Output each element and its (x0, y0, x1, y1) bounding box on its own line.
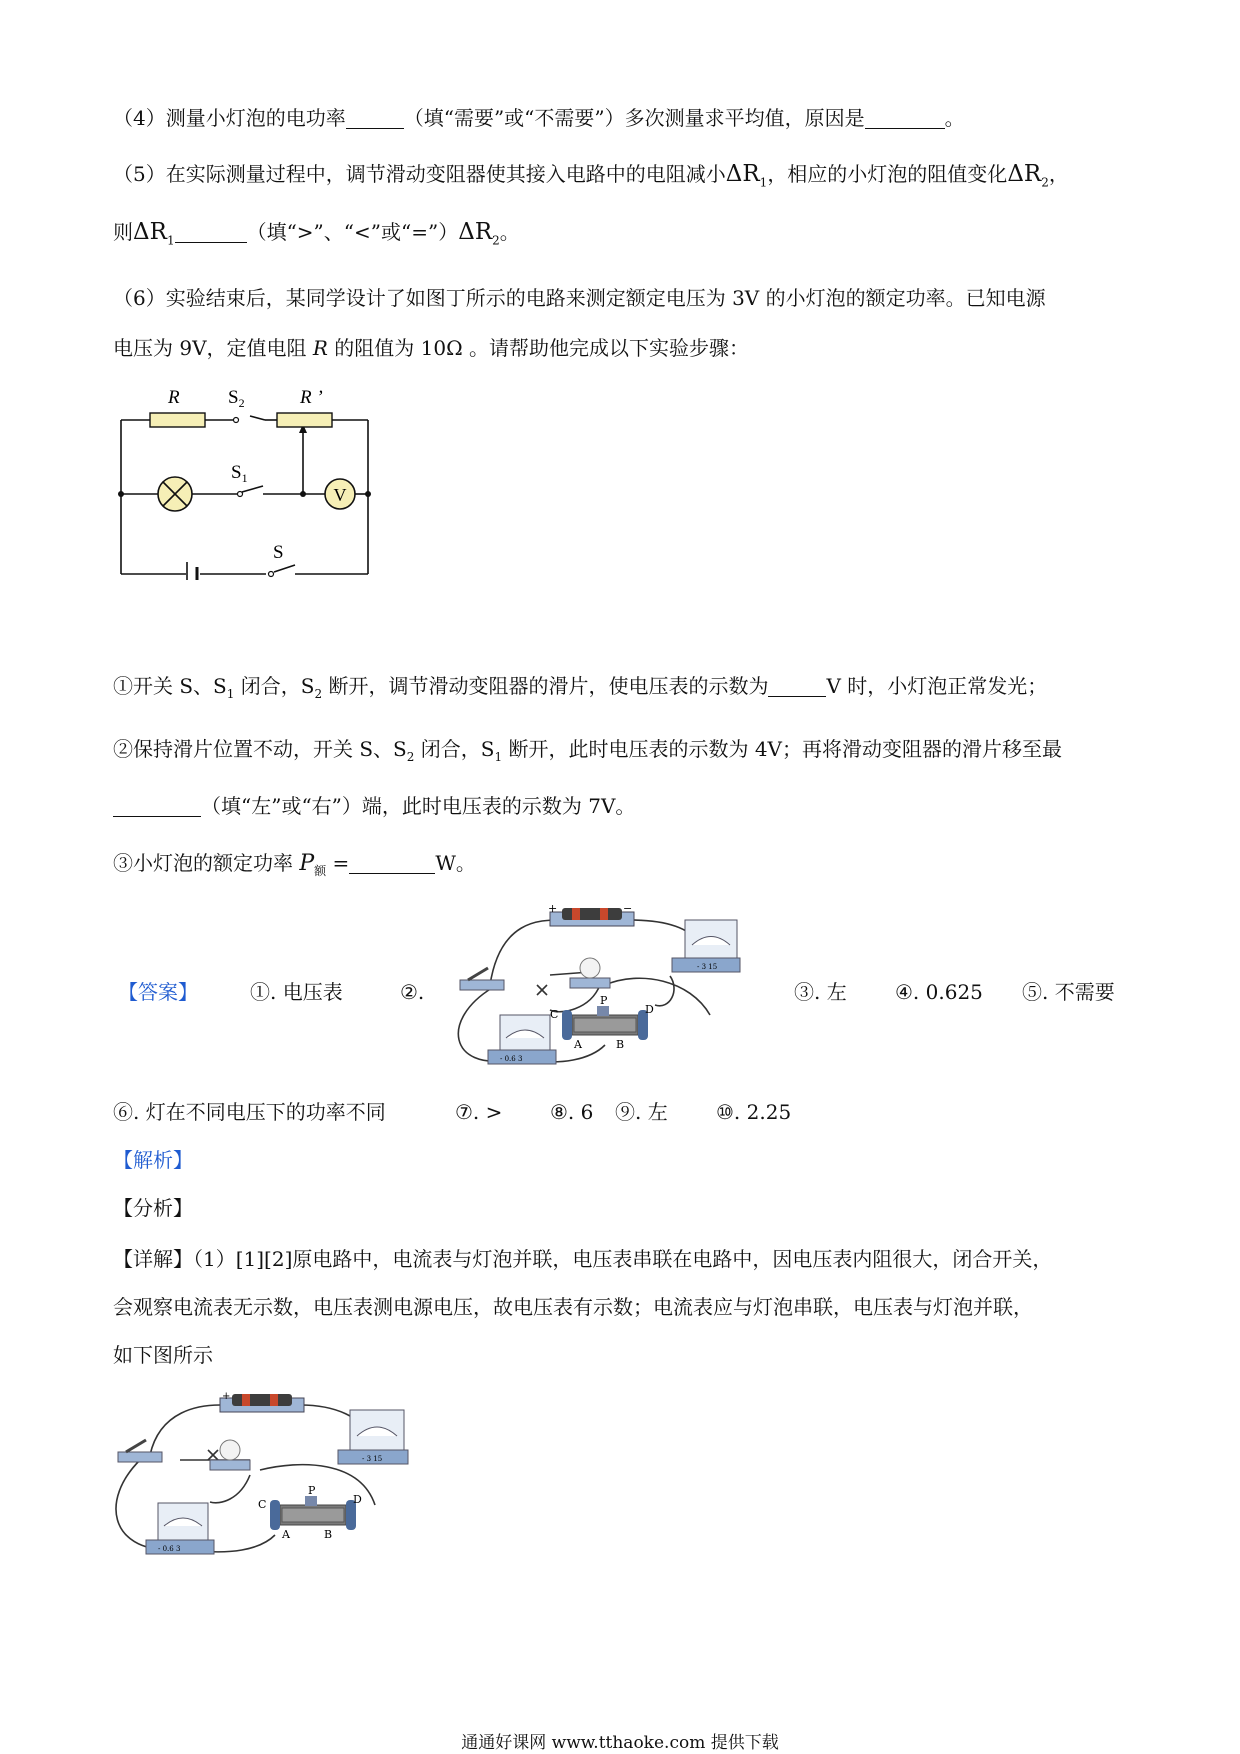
step2-blank[interactable] (113, 794, 201, 817)
step-2-line-2: （填“左”或“右”）端，此时电压表的示数为 7V。 (113, 792, 635, 820)
q4-blank-1[interactable] (346, 106, 404, 129)
delta-r1: $\Delta R_1$ (725, 161, 768, 190)
voltmeter-label: V (333, 485, 347, 505)
label-r: R (168, 387, 180, 408)
q4-end: 。 (944, 106, 965, 130)
q4-text: （4）测量小灯泡的电功率 (113, 106, 346, 130)
rheostat-p: P (600, 994, 608, 1007)
rheostat-d: D (645, 1003, 654, 1016)
rheostat-device-icon-2 (270, 1496, 356, 1530)
q5-text-a: （5）在实际测量过程中，调节滑动变阻器使其接入电路中的电阻减小 (113, 162, 726, 186)
resistor-r (150, 413, 205, 427)
fenxi-tag: 【分析】 (113, 1196, 193, 1220)
answer-tag: 【答案】 (118, 980, 198, 1004)
delta-r1-b: $\Delta R_1$ (133, 219, 175, 248)
label-s: S (273, 542, 284, 563)
answer-8: ⑧. 6 (550, 1100, 594, 1124)
step-2: ②保持滑片位置不动，开关 S、$S_2$ 闭合，$S_1$ 断开，此时电压表的示数为 4V；再将滑动变阻器的滑片移至最 (113, 737, 1062, 764)
analysis-tag: 【解析】 (113, 1148, 193, 1172)
q5-text-e: （填“>”、“<”或“=”） (246, 220, 459, 244)
answer-1: ①. 电压表 (250, 980, 343, 1004)
answer-2: ②. (400, 980, 425, 1004)
label-s2: $S_2$ (228, 387, 245, 410)
q5-text-f: 。 (499, 220, 520, 244)
rheostat-c-2: C (258, 1498, 267, 1511)
ammeter-ticks: - 0.6 3 (500, 1055, 523, 1063)
step-3: ③小灯泡的额定功率 $P_额 = W$。 (113, 851, 476, 878)
q5-line-2 (113, 218, 520, 255)
rheostat-a-2: A (282, 1528, 290, 1541)
answer-4: ④. 0.625 (895, 980, 983, 1004)
rheostat-r-prime (277, 413, 332, 427)
label-s1: $S_1$ (231, 462, 248, 485)
q4-blank-2[interactable] (865, 106, 945, 129)
q6-line-1: （6）实验结束后，某同学设计了如图丁所示的电路来测定额定电压为 3V 的小灯泡的额定功率。已知电源 (113, 286, 1046, 310)
answer-5: ⑤. 不需要 (1022, 980, 1115, 1004)
q5-text-c: ， (1048, 162, 1069, 186)
step3-blank[interactable] (349, 851, 435, 874)
apparatus-figure-detail (110, 1390, 420, 1560)
label-r-prime: R ’ (300, 387, 323, 408)
rheostat-d-2: D (353, 1493, 362, 1506)
battery-icon-2 (220, 1394, 304, 1412)
q5-blank[interactable] (175, 220, 247, 243)
switch-s-pivot (269, 572, 274, 577)
q5-text-b: ，相应的小灯泡的阻值变化 (767, 162, 1008, 186)
detail-line-1: 【详解】（1）[1][2]原电路中，电流表与灯泡并联，电压表串联在电路中，因电压表内阻很大，闭合开关， (113, 1247, 1053, 1271)
detail-line-2: 会观察电流表无示数，电压表测电源电压，故电压表有示数；电流表应与灯泡串联，电压表与灯泡并联， (113, 1295, 1033, 1319)
battery-minus: − (623, 902, 633, 915)
switch-device-icon-2 (118, 1440, 162, 1462)
answer-9: ⑨. 左 (615, 1100, 668, 1124)
detail-line-3: 如下图所示 (113, 1343, 213, 1367)
lamp-icon (158, 477, 192, 511)
apparatus-figure-answer (440, 900, 750, 1070)
voltmeter-ticks: - 3 15 (697, 963, 718, 971)
ammeter-ticks-2: - 0.6 3 (158, 1545, 181, 1553)
rheostat-b: B (616, 1038, 625, 1051)
answer-7: ⑦. > (455, 1100, 503, 1124)
rheostat-b-2: B (324, 1528, 333, 1541)
step1-blank[interactable] (768, 674, 826, 697)
rheostat-p-2: P (308, 1484, 316, 1497)
footer: 通通好课网 www.tthaoke.com 提供下载 (461, 1733, 779, 1753)
rheostat-c: C (550, 1008, 559, 1021)
answer-10: ⑩. 2.25 (716, 1100, 792, 1124)
switch-s1-pivot (238, 492, 243, 497)
answer-3: ③. 左 (794, 980, 847, 1004)
rheostat-device-icon (562, 1006, 648, 1040)
delta-r2-b: $\Delta R_2$ (458, 219, 500, 248)
step-1: ①开关 S、$S_1$ 闭合，$S_2$ 断开，调节滑动变阻器的滑片，使电压表的示数为 V 时，小灯泡正常发光； (113, 674, 1048, 701)
voltmeter-ticks-2: - 3 15 (362, 1455, 383, 1463)
q4-line (113, 104, 965, 132)
answer-6: ⑥. 灯在不同电压下的功率不同 (113, 1100, 386, 1124)
switch-device-icon (460, 968, 504, 990)
rheostat-a: A (574, 1038, 582, 1051)
switch-s2-pivot (234, 418, 239, 423)
delta-r2: $\Delta R_2$ (1007, 161, 1049, 190)
battery-plus-2: + (222, 1391, 231, 1402)
q4-text-mid: （填“需要”或“不需要”）多次测量求平均值，原因是 (403, 106, 865, 130)
q5-text-d: 则 (113, 220, 133, 244)
bulb-device-icon-2 (210, 1440, 250, 1470)
q6-line-2: 电压为 9V，定值电阻 R 的阻值为 10Ω 。请帮助他完成以下实验步骤： (113, 336, 750, 360)
circuit-diagram (110, 380, 380, 580)
battery-icon (550, 908, 634, 926)
q5-line-1 (113, 160, 1069, 197)
battery-plus: + (548, 902, 558, 915)
